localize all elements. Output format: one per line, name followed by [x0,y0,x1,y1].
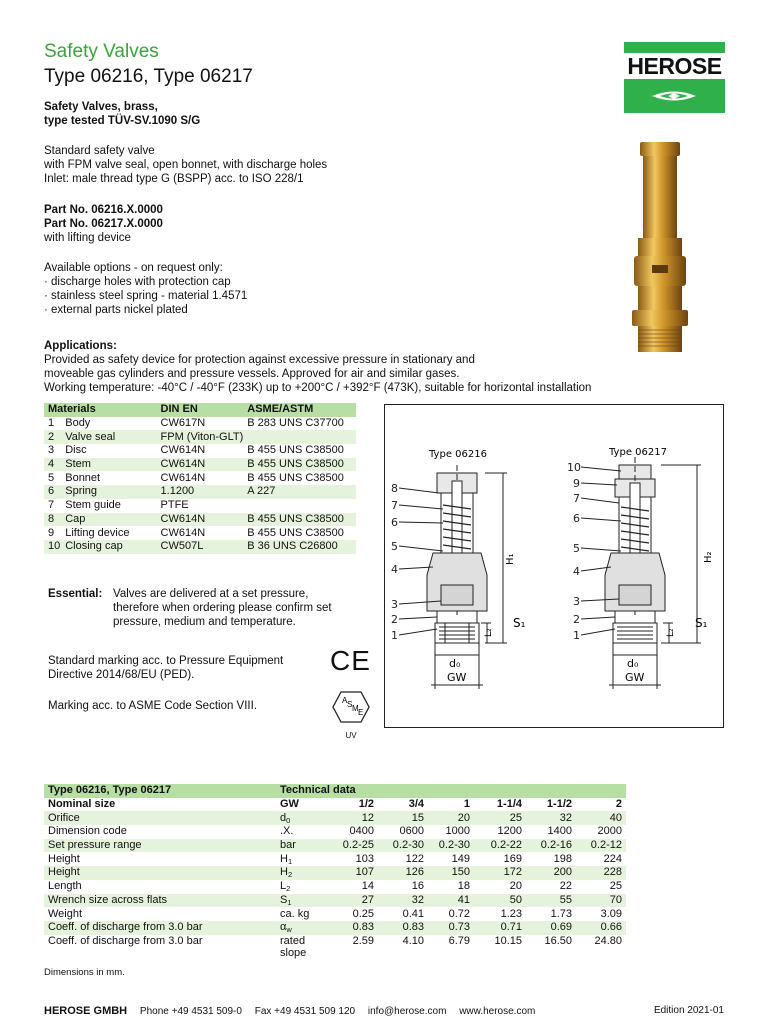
material-din-en: FPM (Viton-GLT) [157,430,244,444]
part-number-note: with lifting device [44,232,131,244]
tech-value-cell: 169 [503,852,522,865]
d0-label-right: d₀ [627,657,639,670]
materials-row [44,430,356,444]
materials-row [44,513,356,527]
tech-value-cell: 149 [451,852,470,865]
tech-value-cell: 14 [361,880,374,893]
description [44,144,644,186]
material-part: Valve seal [61,430,156,444]
material-part: Spring [61,485,156,499]
tech-row-symbol [276,894,332,908]
material-pos: 5 [48,471,55,484]
asme-astm-header: ASME/ASTM [243,403,356,417]
material-part: Closing cap [61,540,156,554]
applications-line: moveable gas cylinders and pressure vessels. Approved for air and similar gases. [44,368,460,380]
tech-row-symbol [276,866,332,880]
material-din-en: CW617N [160,417,206,430]
tech-value-cell: 0.2-16 [526,839,576,853]
materials-header-row [44,403,356,417]
asme-stamp-a: A [342,696,348,705]
left-part-numbers [391,482,398,642]
tech-value-cell: 0.66 [576,921,626,935]
tech-value-cell: 228 [576,866,626,880]
material-pos: 1 [48,417,55,430]
drawing-part-number: 7 [391,499,398,512]
drawing-part-number: 7 [573,492,580,505]
tech-row [44,839,626,853]
gw-label-left: GW [447,671,467,684]
tech-header-title: Technical data [276,784,626,798]
drawing-part-number: 5 [573,542,580,555]
drawing-part-number: 4 [573,565,580,578]
material-din-en: CW614N [160,471,206,484]
tech-value-cell: 6.79 [448,934,470,947]
footer-phone: Phone +49 4531 509-0 [139,1006,242,1017]
tech-row [44,811,626,825]
valve-product-image [630,140,690,355]
option-item: · stainless steel spring - material 1.4571 [44,290,248,302]
tech-row [44,880,626,894]
tech-row [44,866,626,880]
tech-size-cell: 3/4 [408,798,424,811]
tech-value-cell: 32 [526,811,576,825]
materials-row [44,499,356,513]
material-din-en: CW614N [157,513,244,527]
material-din-en: PTFE [160,499,189,512]
tech-value-cell: 0.2-30 [428,839,474,853]
tech-value-cell: 0400 [349,825,374,838]
tech-row-label: Dimension code [48,825,127,838]
tech-size-cell: 2 [615,798,622,811]
tech-size-cell: 1 [463,798,470,811]
page-subtitle: Type 06216, Type 06217 [44,66,253,87]
tech-value-cell: 0.72 [448,907,470,920]
material-pos: 7 [48,499,55,512]
material-asme: B 283 UNS C37700 [247,417,344,430]
tech-value-cell: 2000 [597,825,622,838]
tech-header-row [44,784,626,798]
tech-value-cell: 126 [378,866,428,880]
tech-value-cell: 41 [428,894,474,908]
l2-label-left: L₂ [484,628,494,637]
materials-row [44,417,356,431]
material-din-en: CW614N [160,444,206,457]
drawing-part-number: 1 [573,629,580,642]
tech-value-cell: 1000 [445,825,470,838]
drawing-label-06217: Type 06217 [609,447,667,458]
drawing-part-number: 2 [573,613,580,626]
tech-value-cell: 0.2-25 [332,839,378,853]
drawing-part-number: 6 [391,516,398,529]
tech-row [44,894,626,908]
materials-row [44,485,356,499]
d0-label-left: d₀ [449,657,461,670]
essential-line: therefore when ordering please confirm set [113,602,332,614]
option-item: · discharge holes with protection cap [44,276,231,288]
material-din-en: 1.1200 [157,485,244,499]
drawing-part-number: 3 [573,595,580,608]
tech-symbol-subscript: w [286,925,292,935]
tech-value-cell: 1.73 [550,907,572,920]
options-heading: Available options - on request only: [44,262,223,274]
tech-value-cell: 25 [474,811,526,825]
tech-row-symbol [276,825,332,839]
description-line: Standard safety valve [44,145,155,157]
material-part: Stem [61,458,156,472]
tech-value-cell: 0600 [399,825,424,838]
tech-symbol-main: H [280,866,288,879]
material-din-en: CW507L [157,540,244,554]
tech-value-cell: 1.23 [500,907,522,920]
material-asme: B 36 UNS C26800 [243,540,356,554]
tech-value-cell: 25 [609,880,622,893]
tech-row-label: Coeff. of discharge from 3.0 bar [48,934,203,947]
tech-value-cell: 0.2-30 [378,839,428,853]
drawing-part-number: 4 [391,563,398,576]
materials-row [44,471,356,485]
tech-row [44,907,626,921]
tech-row-symbol: GW [280,798,299,811]
tech-row [44,852,626,866]
drawing-part-number: 8 [391,482,398,495]
materials-row [44,458,356,472]
tech-symbol-subscript: 2 [286,884,291,894]
asme-marking: Marking acc. to ASME Code Section VIII. [48,700,258,712]
tech-value-cell: 32 [378,894,428,908]
intro [44,100,644,128]
tech-row-label: Length [48,880,82,893]
tech-value-cell: 16 [411,880,424,893]
tech-symbol-main: L [280,880,287,893]
tech-value-cell: 70 [576,894,626,908]
essential-text [113,587,332,629]
tech-row-symbol [276,811,332,825]
intro-line-1: Safety Valves, brass, [44,101,158,113]
drawing-part-number: 10 [567,461,581,474]
din-en-header: DIN EN [157,403,244,417]
page-title: Safety Valves [44,41,159,62]
tech-value-cell: 1200 [497,825,522,838]
tech-value-cell: 0.41 [402,907,424,920]
tech-row-label: Height [48,852,80,865]
asme-stamp-e: E [358,708,364,717]
footer-email-link[interactable]: info@herose.com [367,1006,447,1017]
tech-symbol-main: S [280,893,288,906]
material-din-en: CW614N [160,526,206,539]
intro-line-2: type tested TÜV-SV.1090 S/G [44,115,201,127]
tech-value-cell: 50 [474,894,526,908]
tech-value-cell: 0.25 [352,907,374,920]
tech-size-cell: 1/2 [358,798,374,811]
tech-row-symbol [276,935,332,963]
material-asme: B 455 UNS C38500 [243,458,356,472]
tech-value-cell: 0.2-22 [474,839,526,853]
material-asme: B 455 UNS C38500 [243,513,356,527]
applications-line: Working temperature: -40°C / -40°F (233K) up to +200°C / +392°F (473K), suitable for horizontal installation [44,382,592,394]
material-part: Stem guide [65,499,121,512]
materials-row [44,526,356,540]
materials-row [44,444,356,458]
tech-row-label: Height [44,866,276,880]
tech-value-cell: 0.83 [332,921,378,935]
material-pos: 8 [44,513,61,527]
tech-row-label: Nominal size [48,798,116,811]
tech-value-cell: 22 [559,880,572,893]
technical-drawing [384,404,724,728]
description-line: Inlet: male thread type G (BSPP) acc. to ISO 228/1 [44,173,304,185]
uv-label: UV [345,731,357,740]
tech-value-cell: 107 [332,866,378,880]
tech-size-cell: 1-1/2 [546,798,572,811]
tech-value-cell: 20 [428,811,474,825]
applications-line: Provided as safety device for protection against excessive pressure in stationary and [44,354,475,366]
material-asme: B 455 UNS C38500 [247,526,344,539]
tech-value-cell: 12 [332,811,378,825]
tech-size-cell: 1-1/4 [496,798,522,811]
tech-value-cell: 0.71 [474,921,526,935]
material-pos: 9 [48,526,55,539]
material-din-en: CW614N [157,458,244,472]
applications [44,339,644,395]
tech-value-cell: 122 [405,852,424,865]
materials-table [44,403,356,554]
s1-label-right: S₁ [695,616,708,630]
gw-label-right: GW [625,671,645,684]
tech-value-cell: 200 [526,866,576,880]
tech-row-label: Coeff. of discharge from 3.0 bar [44,921,276,935]
tech-value-cell: 4.10 [402,934,424,947]
drawing-part-number: 3 [391,598,398,611]
tech-value-cell: 172 [474,866,526,880]
tech-symbol-main: ca. kg [280,907,310,920]
tech-row-label: Weight [48,907,83,920]
tech-header-types: Type 06216, Type 06217 [44,784,276,798]
asme-stamp-s: S [347,700,353,709]
options [44,261,644,317]
tech-row-label: Orifice [44,811,276,825]
tech-symbol-main: H [280,852,288,865]
drawing-part-number: 6 [573,512,580,525]
tech-symbol-main: α [280,921,287,934]
material-part: Bonnet [65,471,101,484]
tech-value-cell: 103 [355,852,374,865]
tech-value-cell: 10.15 [494,934,522,947]
tech-value-cell: 2.59 [352,934,374,947]
footer [44,1004,724,1019]
tech-symbol-subscript: 2 [287,870,293,880]
tech-symbol-subscript: 1 [287,897,292,907]
material-asme [243,430,356,444]
dimensions-note: Dimensions in mm. [44,967,125,978]
ped-marking [48,654,283,682]
tech-value-cell: 0.69 [526,921,576,935]
tech-value-cell: 27 [332,894,378,908]
tech-row [44,935,626,963]
tech-value-cell: 15 [378,811,428,825]
part-number-1: Part No. 06216.X.0000 [44,204,163,216]
s1-label-left: S₁ [513,616,526,630]
tech-value-cell: 18 [457,880,470,893]
tech-symbol-main: d [280,811,287,824]
footer-web-link[interactable]: www.herose.com [459,1006,536,1017]
material-part: Body [65,417,91,430]
material-pos: 6 [44,485,61,499]
tech-value-cell: 0.2-12 [576,839,626,853]
h2-label: H₂ [703,551,714,563]
footer-fax: Fax +49 4531 509 120 [254,1006,356,1017]
ped-line: Standard marking acc. to Pressure Equipment [48,655,284,667]
tech-value-cell: 1400 [547,825,572,838]
h1-label: H₁ [505,553,516,565]
drawing-part-number: 1 [391,629,398,642]
tech-symbol-subscript: 0 [286,815,291,825]
tech-row-symbol [276,907,332,921]
tech-value-cell: 55 [526,894,576,908]
tech-value-cell: 16.50 [544,934,572,947]
material-asme: A 227 [243,485,356,499]
l2-label-right: L₂ [666,628,676,637]
tech-value-cell: 224 [603,852,622,865]
tech-value-cell: 0.83 [378,921,428,935]
drawing-part-number: 9 [573,477,580,490]
material-part: Cap [61,513,156,527]
material-pos: 4 [44,458,61,472]
right-part-numbers [567,461,581,642]
tech-row-label: Set pressure range [44,839,276,853]
logo-text: HEROSE [624,53,725,79]
footer-company: HEROSE GMBH [44,1005,128,1017]
essential-line: Valves are delivered at a set pressure, [113,588,309,600]
tech-row-symbol [276,852,332,866]
tech-symbol-main: .X. [280,825,294,838]
materials-row [44,540,356,554]
tech-row-symbol [276,839,332,853]
drawing-part-number: 2 [391,613,398,626]
tech-symbol-main: bar [280,839,296,852]
tech-value-cell: 3.09 [600,907,622,920]
nominal-size-row [44,798,626,812]
material-part: Lifting device [65,526,130,539]
tech-row-label: Wrench size across flats [44,894,276,908]
tech-row-symbol [276,921,332,935]
tech-row-symbol [276,880,332,894]
essential-label: Essential: [48,588,103,600]
material-asme [243,499,356,513]
drawing-part-number: 5 [391,540,398,553]
description-line: with FPM valve seal, open bonnet, with discharge holes [44,159,328,171]
tech-row [44,921,626,935]
part-number-2: Part No. 06217.X.0000 [44,218,163,230]
drawing-label-06216: Type 06216 [429,449,487,460]
material-part: Disc [65,444,87,457]
material-asme: B 455 UNS C38500 [247,444,344,457]
ped-line: Directive 2014/68/EU (PED). [48,669,195,681]
applications-heading: Applications: [44,340,117,352]
materials-header: Materials [44,403,157,417]
tech-value-cell: 198 [553,852,572,865]
tech-value-cell: 20 [509,880,522,893]
option-item: · external parts nickel plated [44,304,188,316]
tech-value-cell: 150 [428,866,474,880]
ce-mark: CE [330,645,371,676]
material-pos: 10 [44,540,61,554]
essential-line: pressure, medium and temperature. [113,616,296,628]
tech-value-cell: 0.73 [428,921,474,935]
material-asme: B 455 UNS C38500 [247,471,344,484]
material-pos: 2 [44,430,61,444]
footer-edition: Edition 2021-01 [653,1005,724,1016]
asme-stamp-m: M [352,704,359,713]
tech-symbol-main: rated slope [280,934,307,959]
tech-row [44,825,626,839]
part-numbers [44,203,644,245]
tech-symbol-subscript: 1 [287,856,293,866]
technical-data-table [44,784,626,963]
asme-uv-stamp [331,689,371,739]
tech-value-cell: 40 [576,811,626,825]
logo-top-bar [624,42,725,53]
tech-value-cell: 24.80 [594,934,622,947]
material-pos: 3 [48,444,55,457]
